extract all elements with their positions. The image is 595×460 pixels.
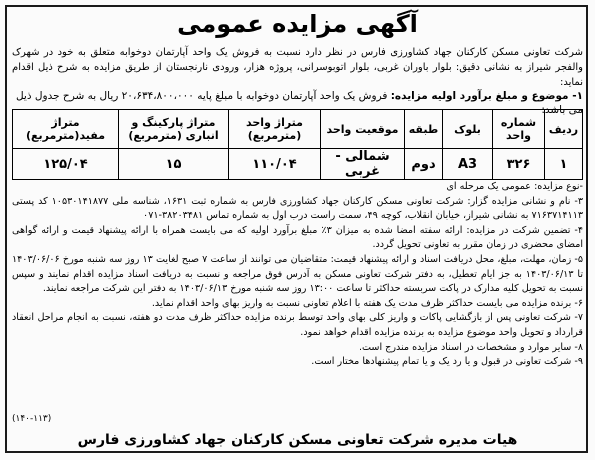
cell-unit-area: ۱۱۰/۰۴ xyxy=(229,149,321,180)
header-block: بلوک xyxy=(443,110,493,149)
cell-floor: دوم xyxy=(405,149,443,180)
header-useful-area: متراژ مفید(مترمربع) xyxy=(13,110,119,149)
reference-code: (۱۴۰-۱۱۳) xyxy=(12,414,52,424)
list-item: ۷- شرکت تعاونی پس از بازگشایی پاکات و واریز کلی بهای واحد توسط برنده مزایده حداکثر ظرف مدت دو هفته، نسبت به انجام مراحل انعقاد قرارداد و تحویل واحد موضوع مزایده به برنده مزایده اقدام خواهد نمود. xyxy=(12,312,583,338)
table-row xyxy=(13,149,583,180)
section-1-heading: ۱- موضوع و مبلغ برآورد اولیه مزایده: xyxy=(390,90,583,102)
auction-table xyxy=(12,109,583,180)
section-1-text: فروش یک واحد آپارتمان دوخوابه با مبلغ پایه ۲۰،۶۳۴،۸۰۰،۰۰۰ ریال به شرح جدول ذیل می باشد: xyxy=(15,90,583,116)
list-item: ۳- نام و نشانی مزایده گزار: شرکت تعاونی مسکن کارکنان جهاد کشاورزی فارس به شماره ثبت ۱۶۳۱، شناسه ملی ۱۰۵۳۰۱۴۱۸۷۷ کد پستی ۷۱۶۳۷۱۴۱۱۳ به نشانی شیراز، خیابان انقلاب، کوچه ۴۹، سمت راست درب اول به شماره تماس ۳۸۲۰۳۴۸۱-۰۷۱ xyxy=(12,195,583,222)
cell-row-no: ۱ xyxy=(545,149,583,180)
header-unit-area: متراژ واحد (مترمربع) xyxy=(229,110,321,149)
cell-position: شمالی - غربی xyxy=(321,149,405,180)
header-parking-area: متراژ پارکینگ و انباری (مترمربع) xyxy=(119,110,229,149)
cell-useful-area: ۱۲۵/۰۴ xyxy=(13,149,119,180)
header-floor: طبقه xyxy=(405,110,443,149)
list-item: ۴- تضمین شرکت در مزایده: ارائه سفته امضا شده به میزان ۳٪ مبلغ برآورد اولیه که می بایست همراه با ارائه پیشنهاد قیمت و ارائه گواهی امضای محضری در زمان مقرر به تعاونی تحویل گردد. xyxy=(12,224,583,251)
cell-unit-no: ۳۲۶ xyxy=(493,149,545,180)
cell-parking-area: ۱۵ xyxy=(119,149,229,180)
list-item: ۸- سایر موارد و مشخصات در اسناد مزایده مندرج است. xyxy=(358,341,583,353)
table-header-row xyxy=(13,110,583,149)
list-item: ۹- شرکت تعاونی در قبول و یا رد یک و یا تمام پیشنهادها مختار است. xyxy=(311,356,583,368)
header-position: موقعیت واحد xyxy=(321,110,405,149)
list-item: -نوع مزایده: عمومی یک مرحله ای xyxy=(446,181,583,192)
list-item: ۶- برنده مزایده می بایست حداکثر ظرف مدت یک هفته با اعلام تعاونی نسبت به واریز بهای واحد اقدام نماید. xyxy=(151,297,583,309)
terms-list xyxy=(12,180,583,370)
intro-paragraph: شرکت تعاونی مسکن کارکنان جهاد کشاورزی فارس در نظر دارد نسبت به فروش یک واحد آپارتمان دوخوابه متعلق به خود در شهرک والفجر شیراز به نشانی دقیق: بلوار باوران غربی، بلوار اتوبوسرانی، پروژه هزار، ورودی نارنجستان از طریق مزایده به شرح ذیل اقدام نماید: xyxy=(12,47,583,88)
notice-title: آگهی مزایده عمومی xyxy=(177,10,418,38)
list-item: ۵- زمان، مهلت، مبلغ، محل دریافت اسناد و ارائه پیشنهاد قیمت: متقاضیان می توانند از ساعت ۷ صبح لغایت ۱۳ روز سه شنبه مورخ ۱۴۰۳/۰۶/۰۶ تا ۱۴۰۳/۰۶/۱۳ به جز ایام تعطیل، به دفتر شرکت تعاونی مسکن به آدرس فوق مراجعه و نسبت به دریافت اسناد مزایده اقدام نمایند و سپس نسبت به تحویل کلیه مدارک در پاکت سربسته حداکثر تا ساعت ۱۳:۰۰ روز سه شنبه مورخ ۱۴۰۳/۰۶/۱۳ به دفتر این شرکت مراجعه نمایند. xyxy=(12,253,583,295)
cell-block: A3 xyxy=(443,149,493,180)
board-signature: هیات مدیره شرکت تعاونی مسکن کارکنان جهاد کشاورزی فارس xyxy=(77,432,518,448)
header-row-no: ردیف xyxy=(545,110,583,149)
header-unit-no: شماره واحد xyxy=(493,110,545,149)
